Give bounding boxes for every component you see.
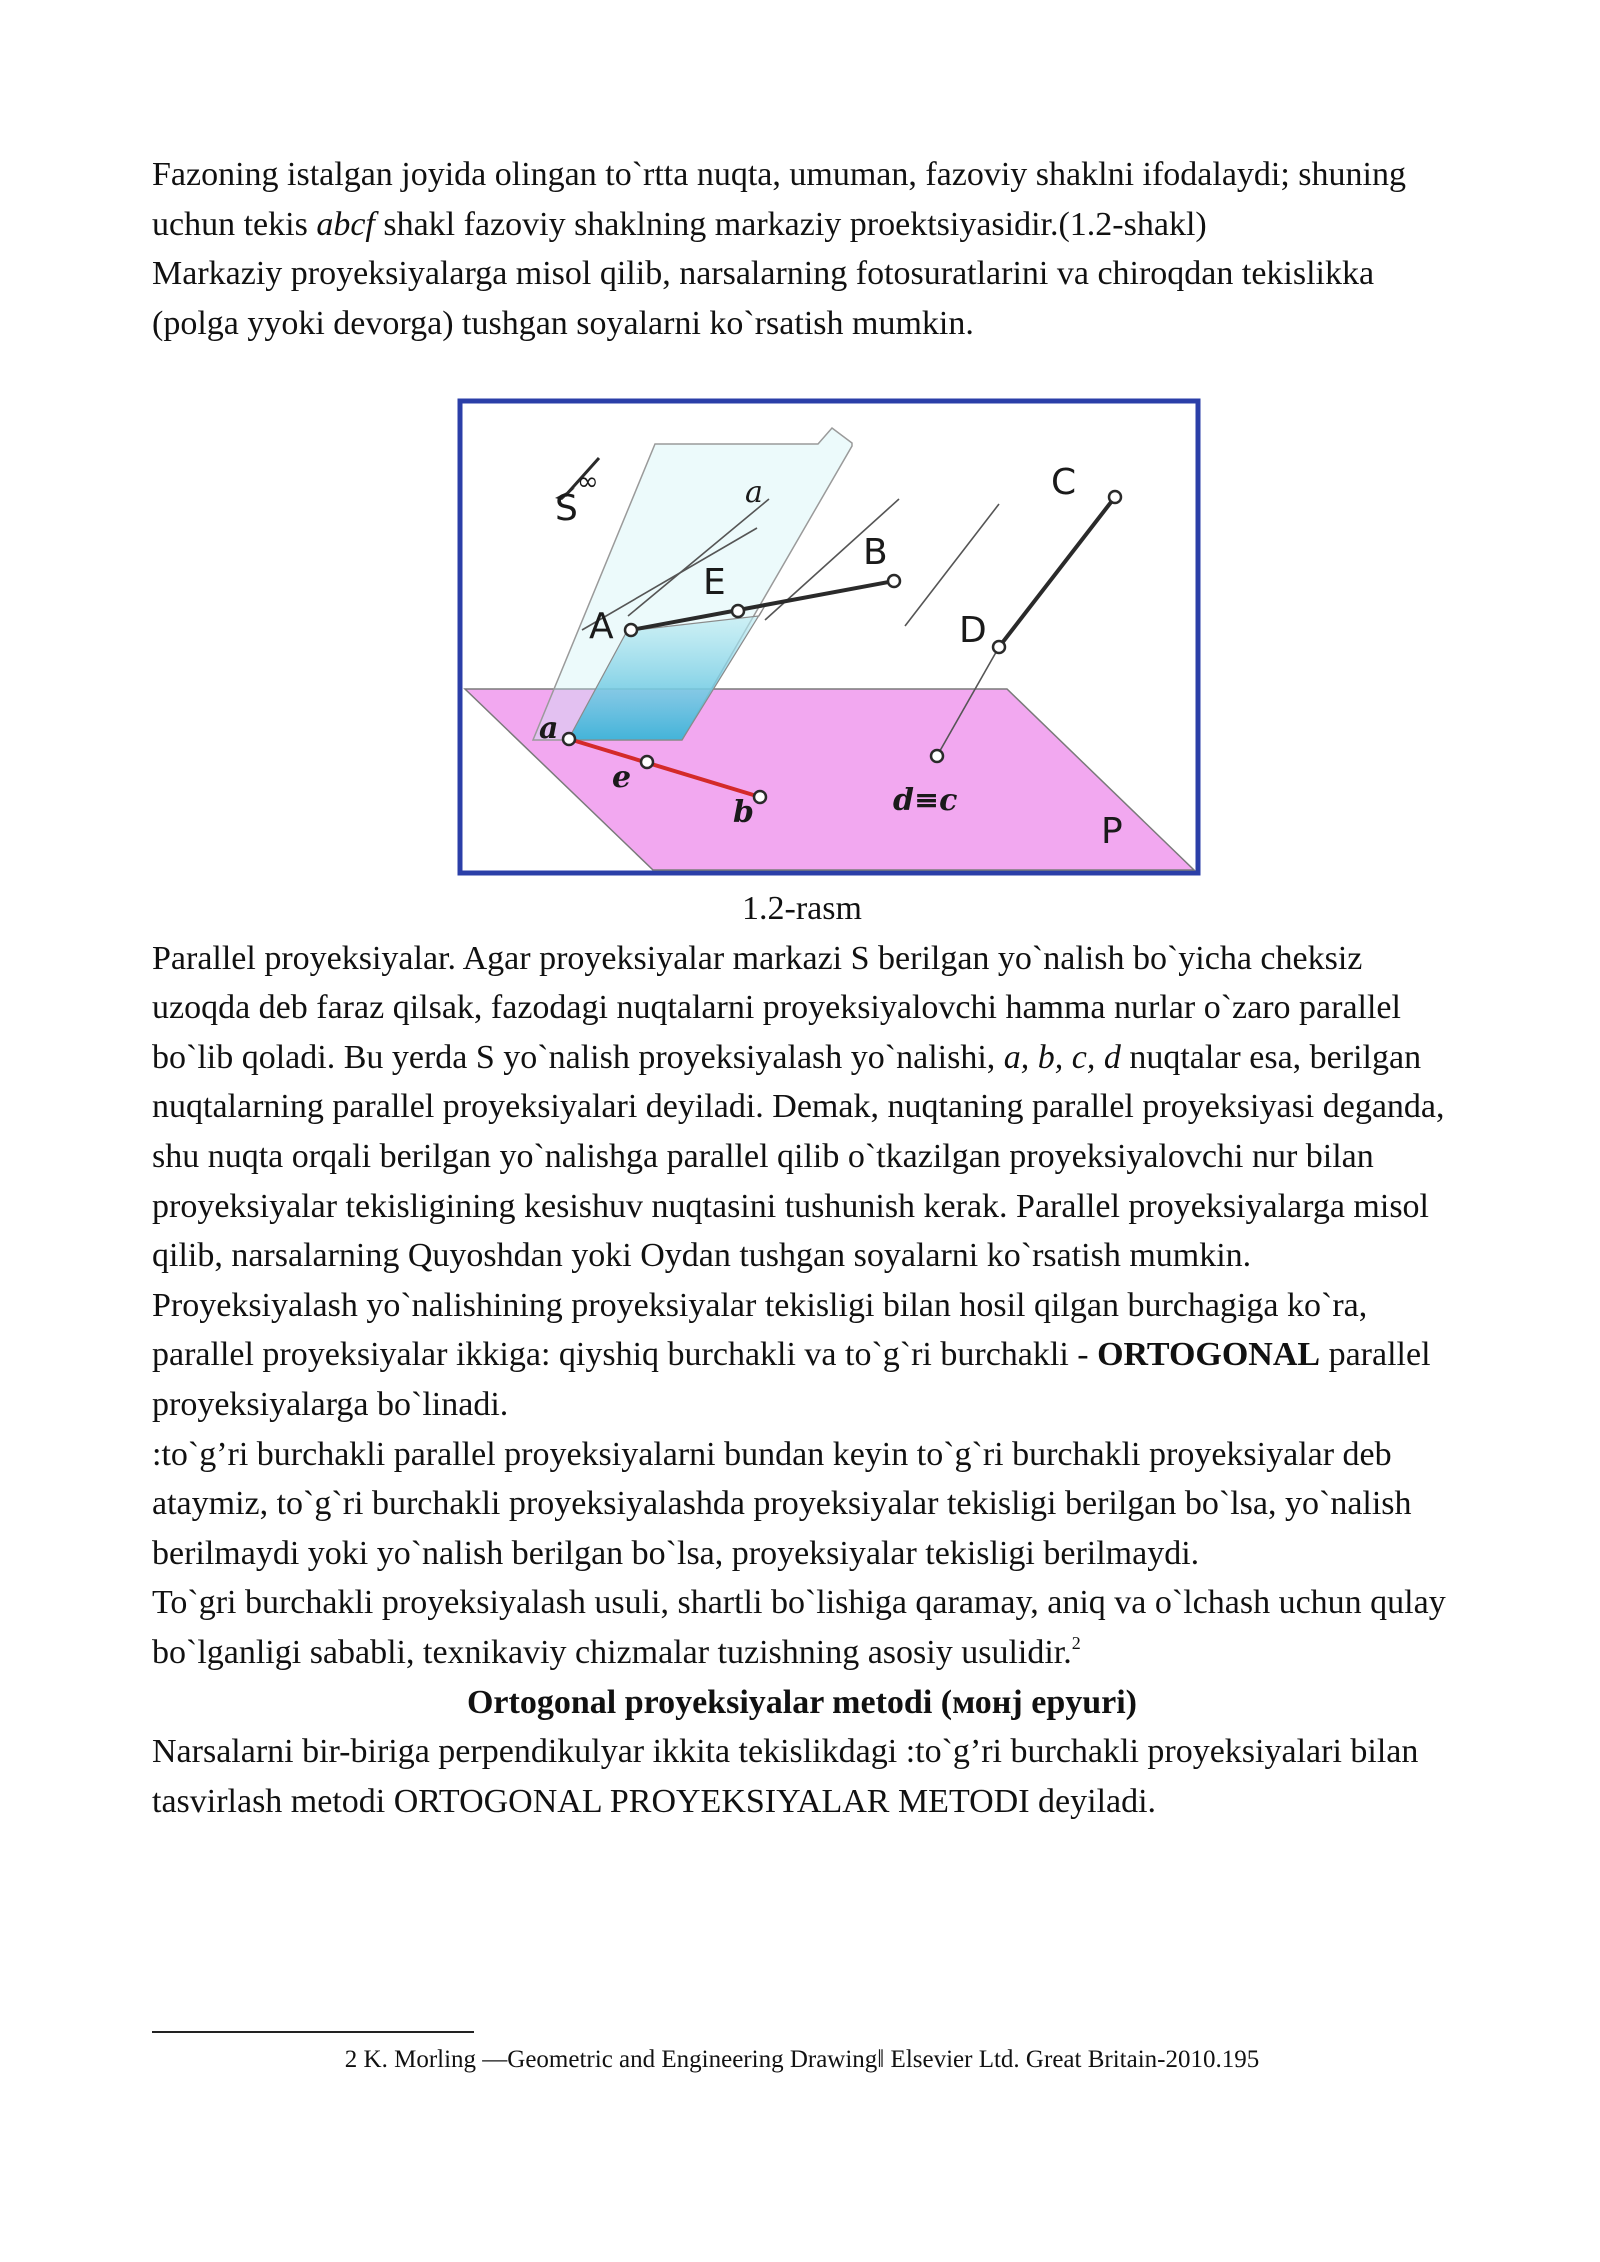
label-projection-dc: d≡c (893, 783, 958, 818)
point-e (732, 605, 744, 617)
point-c (1109, 491, 1121, 503)
label-projection-e: e (612, 760, 632, 795)
point-b (888, 575, 900, 587)
footnote: 2 K. Morling ―Geometric and Engineering Drawing‖ Elsevier Ltd. Great Britain-2010.195 (344, 2046, 1260, 2073)
intro-paragraph-1 (152, 150, 1452, 249)
footnote-reference[interactable]: 2 (1071, 1632, 1081, 1653)
label-point-a: A (589, 606, 614, 647)
label-projection-a: a (539, 711, 559, 746)
intro-paragraph-2: Markaziy proyeksiyalarga misol qilib, narsalarning fotosuratlarini va chiroqdan tekislikka (polga yyoki devorga) tushgan soyalarni ko`rsatish mumkin. (152, 255, 1375, 342)
label-plane-p: P (1101, 811, 1123, 852)
body-paragraph-5: Narsalarni bir-biriga perpendikulyar ikkita tekislikdagi :to`g’ri burchakli proyeksiyalari bilan tasvirlash metodi ORTOGONAL PROYEKSIYALAR METODI deyiladi. (152, 1733, 1419, 1820)
label-s: S (555, 488, 578, 529)
point-a (625, 624, 637, 636)
intro-italic-abcf: abcf (316, 205, 375, 243)
intro-text: Fazoning istalgan joyida olingan to`rtta nuqta, umuman, fazoviy shaklni ifodalaydi; shuning uchun tekis (152, 156, 1406, 243)
point-d (993, 641, 1005, 653)
figure-caption: 1.2-rasm (742, 890, 862, 927)
body-paragraph-2 (152, 1281, 1452, 1430)
body-paragraph-4 (152, 1578, 1452, 1677)
point-dc-projection (931, 750, 943, 762)
footnote-divider (152, 2031, 474, 2033)
projection-diagram (457, 398, 1201, 876)
body-text: Proyeksiyalash yo`nalishining proyeksiyalar tekisligi bilan hosil qilgan burchagiga ko`ra, parallel proyeksiyalar ikkiga: qiyshiq burchakli va to`g`ri burchakli - (152, 1286, 1368, 1374)
label-point-d: D (959, 610, 987, 651)
intro-section (152, 150, 1452, 348)
body-text: Parallel proyeksiyalar. Agar proyeksiyalar markazi S berilgan yo`nalish bo`yicha cheksiz uzoqda deb faraz qilsak, fazodagi nuqtalarni proyeksiyalovchi hamma nurlar o`zaro parallel bo`lib qoladi. Bu yerda S yo`nalish proyeksiyalash yo`nalishi, (152, 939, 1401, 1076)
label-plane-a: a (745, 475, 763, 510)
point-b-projection (754, 791, 766, 803)
label-infinity: ∞ (577, 467, 599, 497)
section-heading: Ortogonal proyeksiyalar metodi (монj epyuri) (466, 1683, 1137, 1721)
body-paragraph-3: :to`g’ri burchakli parallel proyeksiyalarni bundan keyin to`g`ri burchakli proyeksiyalar deb ataymiz, to`g`ri burchakli proyeksiyalashda proyeksiyalar tekisligi berilgan bo`lsa, yo`nalish berilmaydi yoki yo`nalish berilgan bo`lsa, proyeksiyalar tekisligi berilmaydi. (152, 1435, 1412, 1572)
body-italic-points: a, b, c, d (1003, 1038, 1121, 1076)
label-point-b: B (863, 532, 888, 573)
label-point-c: C (1051, 462, 1077, 503)
body-text: nuqtalar esa, berilgan nuqtalarning parallel proyeksiyalari deyiladi. Demak, nuqtaning parallel proyeksiyasi deganda, shu nuqta orqali berilgan yo`nalishga parallel qilib o`tkazilgan proyeksiyalovchi nur bilan proyeksiyalar tekisligining kesishuv nuqtasini tushunish kerak. Parallel proyeksiyalarga misol qilib, narsalarning Quyoshdan yoki Oydan tushgan soyalarni ko`rsatish mumkin. (152, 1038, 1445, 1275)
body-paragraph-1 (152, 934, 1452, 1281)
intro-text: shakl fazoviy shaklning markaziy proektsiyasidir.(1.2-shakl) (374, 205, 1207, 243)
label-projection-b: b (733, 795, 754, 830)
label-point-e: E (703, 562, 726, 603)
body-section (152, 890, 1452, 1826)
figure-1-2 (457, 398, 1201, 876)
point-a-projection (563, 733, 575, 745)
point-e-projection (641, 756, 653, 768)
body-text: To`gri burchakli proyeksiyalash usuli, shartli bo`lishiga qaramay, aniq va o`lchash uchun qulay bo`lganligi sababli, texnikaviy chizmalar tuzishning asosiy usulidir. (152, 1584, 1446, 1671)
body-text: parallel proyeksiyalarga bo`linadi. (152, 1336, 1431, 1423)
body-bold-ortogonal: ORTOGONAL (1097, 1336, 1321, 1374)
